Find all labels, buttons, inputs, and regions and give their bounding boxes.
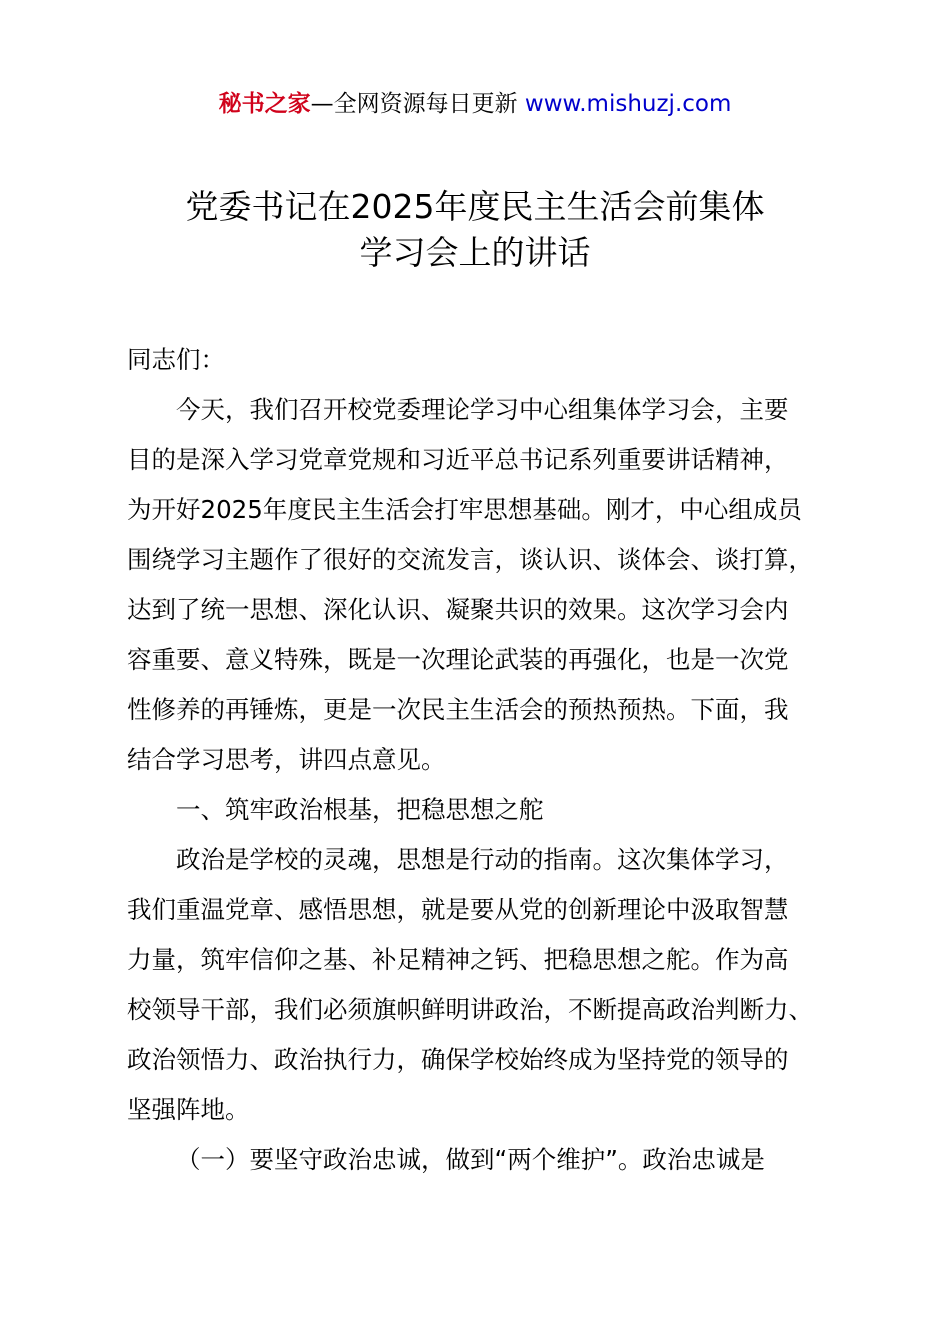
site-header bbox=[0, 86, 950, 122]
paragraph-line: 目的是深入学习党章党规和习近平总书记系列重要讲话精神， bbox=[127, 445, 789, 474]
paragraph-line: 今天，我们召开校党委理论学习中心组集体学习会，主要 bbox=[176, 395, 789, 424]
paragraph-line: 坚强阵地。 bbox=[127, 1095, 250, 1124]
paragraph-line: 力量，筑牢信仰之基、补足精神之钙、把稳思想之舵。作为高 bbox=[127, 945, 789, 974]
salutation: 同志们： bbox=[127, 345, 225, 374]
paragraph-line: 容重要、意义特殊，既是一次理论武装的再强化，也是一次党 bbox=[127, 645, 789, 674]
document-title bbox=[0, 184, 950, 276]
paragraph-line: （一）要坚守政治忠诚，做到“两个维护”。政治忠诚是 bbox=[176, 1145, 765, 1174]
title-line-1: 党委书记在2025年度民主生活会前集体 bbox=[185, 187, 765, 226]
paragraph-line: 达到了统一思想、深化认识、凝聚共识的效果。这次学习会内 bbox=[127, 595, 789, 624]
paragraph-line: 校领导干部，我们必须旗帜鲜明讲政治，不断提高政治判断力、 bbox=[127, 995, 813, 1024]
paragraph-line: 围绕学习主题作了很好的交流发言，谈认识、谈体会、谈打算， bbox=[127, 545, 813, 574]
section-heading-1: 一、筑牢政治根基，把稳思想之舵 bbox=[176, 795, 544, 824]
paragraph-line: 结合学习思考，讲四点意见。 bbox=[127, 745, 446, 774]
paragraph-line: 为开好2025年度民主生活会打牢思想基础。刚才，中心组成员 bbox=[127, 495, 802, 524]
paragraph-line: 性修养的再锤炼，更是一次民主生活会的预热预热。下面，我 bbox=[127, 695, 789, 724]
paragraph-2 bbox=[127, 835, 857, 1135]
site-slogan: —全网资源每日更新 bbox=[310, 91, 518, 117]
paragraph-line: 我们重温党章、感悟思想，就是要从党的创新理论中汲取智慧 bbox=[127, 895, 789, 924]
site-url-link[interactable]: www.mishuzj.com bbox=[524, 91, 732, 117]
paragraph-line: 政治领悟力、政治执行力，确保学校始终成为坚持党的领导的 bbox=[127, 1045, 789, 1074]
site-brand: 秘书之家 bbox=[218, 91, 311, 117]
document-body bbox=[127, 335, 857, 1185]
paragraph-line: 政治是学校的灵魂，思想是行动的指南。这次集体学习， bbox=[176, 845, 789, 874]
paragraph-1 bbox=[127, 385, 857, 785]
paragraph-3 bbox=[127, 1135, 857, 1185]
title-line-2: 学习会上的讲话 bbox=[359, 233, 591, 272]
